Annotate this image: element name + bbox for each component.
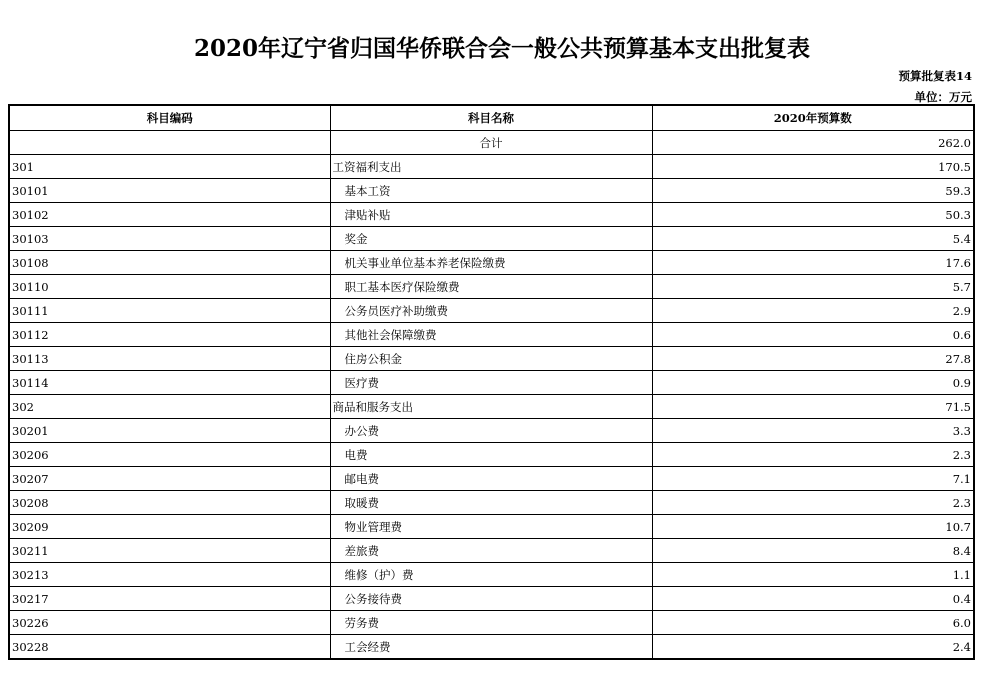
row-code: 30208	[9, 491, 330, 515]
row-name: 取暖费	[330, 491, 652, 515]
total-label: 合计	[330, 131, 652, 155]
row-name: 职工基本医疗保险缴费	[330, 275, 652, 299]
row-value: 2.4	[652, 635, 974, 660]
total-row	[9, 131, 974, 155]
row-value: 0.4	[652, 587, 974, 611]
row-code: 30228	[9, 635, 330, 660]
row-value: 59.3	[652, 179, 974, 203]
table-row	[9, 347, 974, 371]
row-code: 30209	[9, 515, 330, 539]
table-row	[9, 563, 974, 587]
page-title: 2020年辽宁省归国华侨联合会一般公共预算基本支出批复表	[193, 35, 810, 62]
row-name: 商品和服务支出	[330, 395, 652, 419]
header-amount: 2020年预算数	[652, 105, 974, 131]
row-name: 维修（护）费	[330, 563, 652, 587]
table-row	[9, 251, 974, 275]
table-row	[9, 227, 974, 251]
row-code: 30102	[9, 203, 330, 227]
row-code: 30110	[9, 275, 330, 299]
row-code: 30113	[9, 347, 330, 371]
row-code: 30207	[9, 467, 330, 491]
total-code-cell	[9, 131, 330, 155]
row-code: 301	[9, 155, 330, 179]
row-value: 10.7	[652, 515, 974, 539]
table-row	[9, 515, 974, 539]
row-name: 工会经费	[330, 635, 652, 660]
row-name: 物业管理费	[330, 515, 652, 539]
row-name: 邮电费	[330, 467, 652, 491]
row-name: 劳务费	[330, 611, 652, 635]
table-row	[9, 491, 974, 515]
header-row	[9, 105, 974, 131]
row-value: 7.1	[652, 467, 974, 491]
row-code: 30108	[9, 251, 330, 275]
row-name: 公务接待费	[330, 587, 652, 611]
row-value: 8.4	[652, 539, 974, 563]
table-row	[9, 395, 974, 419]
row-code: 30114	[9, 371, 330, 395]
row-code: 30206	[9, 443, 330, 467]
table-row	[9, 155, 974, 179]
row-value: 0.9	[652, 371, 974, 395]
row-name: 办公费	[330, 419, 652, 443]
row-code: 30112	[9, 323, 330, 347]
row-value: 17.6	[652, 251, 974, 275]
header-name: 科目名称	[330, 105, 652, 131]
row-name: 公务员医疗补助缴费	[330, 299, 652, 323]
row-name: 其他社会保障缴费	[330, 323, 652, 347]
table-row	[9, 371, 974, 395]
row-name: 差旅费	[330, 539, 652, 563]
table-row	[9, 539, 974, 563]
row-value: 5.4	[652, 227, 974, 251]
table-row	[9, 635, 974, 660]
row-code: 30101	[9, 179, 330, 203]
row-value: 170.5	[652, 155, 974, 179]
row-name: 医疗费	[330, 371, 652, 395]
table-row	[9, 179, 974, 203]
row-value: 3.3	[652, 419, 974, 443]
table-row	[9, 203, 974, 227]
table-row	[9, 419, 974, 443]
row-code: 30201	[9, 419, 330, 443]
row-code: 30226	[9, 611, 330, 635]
row-code: 30103	[9, 227, 330, 251]
row-name: 电费	[330, 443, 652, 467]
row-name: 奖金	[330, 227, 652, 251]
row-code: 302	[9, 395, 330, 419]
unit-label: 单位：万元	[914, 90, 972, 104]
row-code: 30111	[9, 299, 330, 323]
row-code: 30213	[9, 563, 330, 587]
row-code: 30211	[9, 539, 330, 563]
row-value: 2.9	[652, 299, 974, 323]
table-row	[9, 587, 974, 611]
total-value: 262.0	[652, 131, 974, 155]
table-row	[9, 611, 974, 635]
header-code: 科目编码	[9, 105, 330, 131]
table-code: 预算批复表14	[898, 69, 972, 83]
row-name: 基本工资	[330, 179, 652, 203]
row-value: 71.5	[652, 395, 974, 419]
table-row	[9, 467, 974, 491]
row-value: 2.3	[652, 443, 974, 467]
row-value: 0.6	[652, 323, 974, 347]
row-name: 津贴补贴	[330, 203, 652, 227]
table-row	[9, 299, 974, 323]
table-body	[9, 131, 974, 660]
row-name: 工资福利支出	[330, 155, 652, 179]
row-name: 住房公积金	[330, 347, 652, 371]
row-value: 5.7	[652, 275, 974, 299]
table-row	[9, 323, 974, 347]
row-value: 27.8	[652, 347, 974, 371]
row-value: 2.3	[652, 491, 974, 515]
row-value: 6.0	[652, 611, 974, 635]
table-row	[9, 443, 974, 467]
budget-table	[8, 104, 975, 660]
row-name: 机关事业单位基本养老保险缴费	[330, 251, 652, 275]
row-value: 1.1	[652, 563, 974, 587]
table-row	[9, 275, 974, 299]
row-value: 50.3	[652, 203, 974, 227]
row-code: 30217	[9, 587, 330, 611]
